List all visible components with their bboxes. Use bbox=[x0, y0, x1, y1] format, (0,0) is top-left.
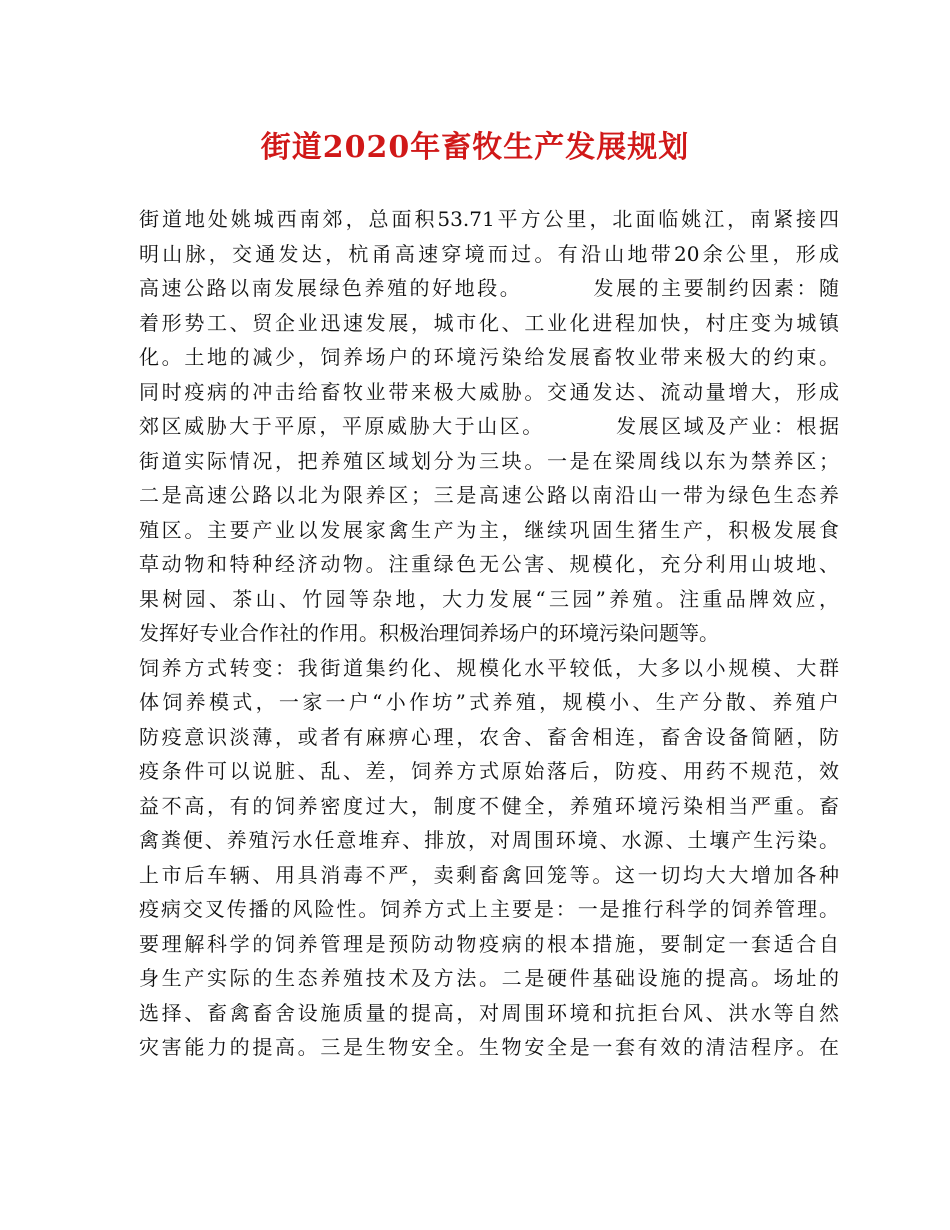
text-line: 草动物和特种经济动物。注重绿色无公害、规模化，充分利用山坡地、 bbox=[139, 552, 839, 576]
document-title: 街道2020年畜牧生产发展规划 bbox=[260, 130, 690, 165]
text-line: 高速公路以南发展绿色养殖的好地段。 发展的主要制约因素：随 bbox=[139, 276, 839, 300]
text-line: 郊区威胁大于平原，平原威胁大于山区。 发展区域及产业：根据 bbox=[139, 414, 839, 438]
document-body bbox=[139, 202, 839, 1065]
text-line: 发挥好专业合作社的作用。积极治理饲养场户的环境污染问题等。 bbox=[139, 621, 719, 645]
text-line: 街道实际情况，把养殖区域划分为三块。一是在梁周线以东为禁养区； bbox=[139, 448, 839, 473]
text-line: 身生产实际的生态养殖技术及方法。二是硬件基础设施的提高。场址的 bbox=[139, 966, 839, 990]
text-line: 化。土地的减少，饲养场户的环境污染给发展畜牧业带来极大的约束。 bbox=[139, 345, 839, 369]
text-line: 疫条件可以说脏、乱、差，饲养方式原始落后，防疫、用药不规范，效 bbox=[139, 759, 839, 783]
text-line: 禽粪便、养殖污水任意堆弃、排放，对周围环境、水源、土壤产生污染。 bbox=[139, 828, 839, 852]
text-line: 防疫意识淡薄，或者有麻痹心理，农舍、畜舍相连，畜舍设备简陋，防 bbox=[139, 724, 839, 749]
text-line: 果树园、茶山、竹园等杂地，大力发展“三园”养殖。注重品牌效应， bbox=[139, 586, 839, 611]
text-line: 饲养方式转变：我街道集约化、规模化水平较低，大多以小规模、大群 bbox=[139, 655, 839, 680]
text-line: 殖区。主要产业以发展家禽生产为主，继续巩固生猪生产，积极发展食 bbox=[139, 517, 839, 542]
text-line: 明山脉，交通发达，杭甬高速穿境而过。有沿山地带20余公里，形成 bbox=[139, 241, 839, 266]
text-line: 街道地处姚城西南郊，总面积53.71平方公里，北面临姚江，南紧接四 bbox=[139, 207, 839, 231]
text-line: 选择、畜禽畜舍设施质量的提高，对周围环境和抗拒台风、洪水等自然 bbox=[139, 1000, 839, 1025]
text-line: 体饲养模式，一家一户“小作坊”式养殖，规模小、生产分散、养殖户 bbox=[139, 690, 839, 714]
text-line: 上市后车辆、用具消毒不严，卖剩畜禽回笼等。这一切均大大增加各种 bbox=[139, 862, 839, 887]
text-line: 二是高速公路以北为限养区；三是高速公路以南沿山一带为绿色生态养 bbox=[139, 483, 839, 507]
text-line: 疫病交叉传播的风险性。饲养方式上主要是：一是推行科学的饲养管理。 bbox=[139, 897, 839, 921]
text-line: 要理解科学的饲养管理是预防动物疫病的根本措施，要制定一套适合自 bbox=[139, 931, 839, 956]
text-line: 益不高，有的饲养密度过大，制度不健全，养殖环境污染相当严重。畜 bbox=[139, 793, 839, 818]
text-line: 着形势工、贸企业迅速发展，城市化、工业化进程加快，村庄变为城镇 bbox=[139, 310, 839, 335]
text-line: 灾害能力的提高。三是生物安全。生物安全是一套有效的清洁程序。在 bbox=[139, 1035, 839, 1059]
text-line: 同时疫病的冲击给畜牧业带来极大威胁。交通发达、流动量增大，形成 bbox=[139, 379, 839, 404]
